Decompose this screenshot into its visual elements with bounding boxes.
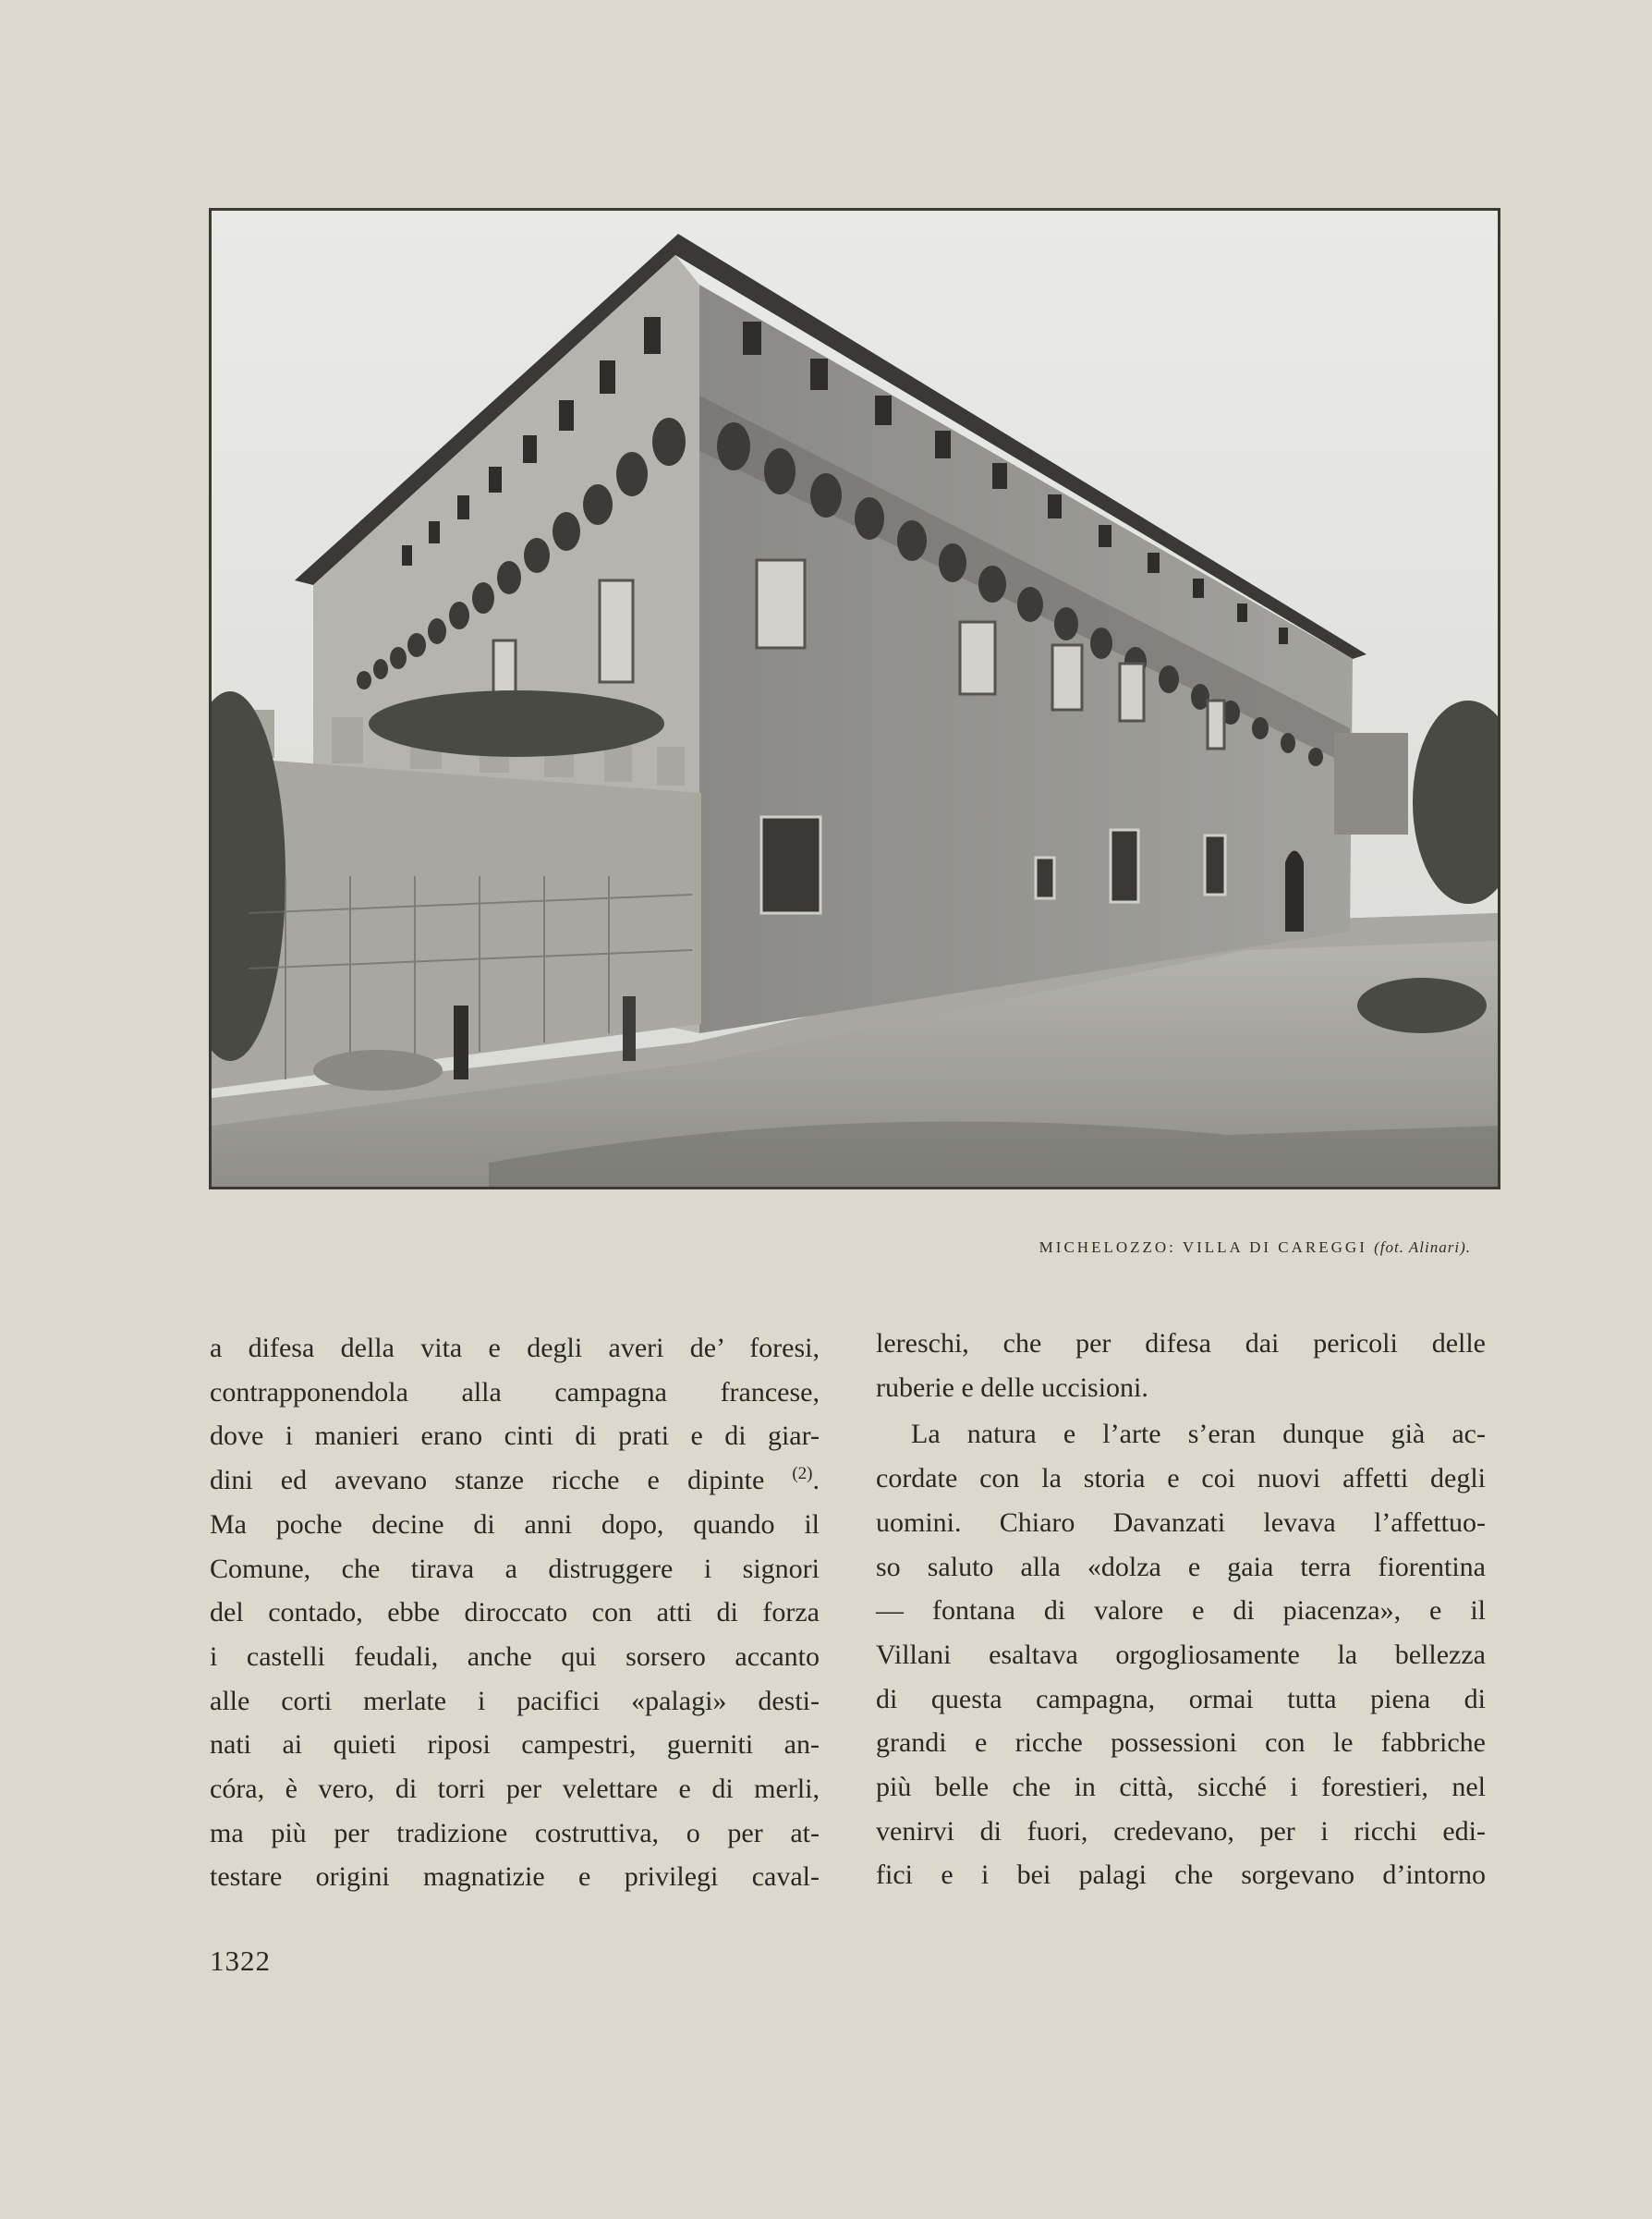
text-line: Ma poche decine di anni dopo, quando il <box>210 1508 820 1540</box>
text-line: — fontana di valore e di piacenza», e il <box>876 1595 1486 1627</box>
text-line: contrapponendola alla campagna francese, <box>210 1376 820 1408</box>
text-line: più belle che in città, sicché i forestieri, nel <box>876 1772 1486 1803</box>
caption-credit: (fot. Alinari). <box>1374 1238 1471 1256</box>
text-line: alle corti merlate i pacifici «palagi» desti- <box>210 1685 820 1716</box>
text-line: córa, è vero, di torri per velettare e di merli, <box>210 1774 820 1805</box>
text-line: cordate con la storia e coi nuovi affetti degli <box>876 1463 1486 1494</box>
text-line: ruberie e delle uccisioni. <box>876 1372 1148 1403</box>
text-line: nati ai quieti riposi campestri, guerniti an- <box>210 1729 820 1761</box>
text-line: ma più per tradizione costruttiva, o per at- <box>210 1817 820 1848</box>
text-line: venirvi di fuori, credevano, per i ricchi edi- <box>876 1815 1486 1847</box>
text-line: fici e i bei palagi che sorgevano d’intorno <box>876 1859 1486 1891</box>
caption-text: MICHELOZZO: VILLA DI CAREGGI <box>1039 1238 1367 1256</box>
text-line: grandi e ricche possessioni con le fabbriche <box>876 1727 1486 1759</box>
text-line: so saluto alla «dolza e gaia terra fiorentina <box>876 1551 1486 1582</box>
text-line-with-footnote: dini ed avevano stanze ricche e dipinte $^{(2)}$. <box>210 1464 820 1496</box>
text-line: Comune, che tirava a distruggere i signori <box>210 1553 820 1584</box>
text-line: dove i manieri erano cinti di prati e di giar- <box>210 1420 820 1452</box>
left-text-column <box>210 1326 820 1899</box>
text-line: a difesa della vita e degli averi de’ foresi, <box>210 1333 820 1363</box>
text-line: Villani esaltava orgogliosamente la bellezza <box>876 1639 1486 1670</box>
text-line: lereschi, che per difesa dai pericoli delle <box>876 1328 1486 1359</box>
right-text-column <box>876 1322 1486 1897</box>
text-line: La natura e l’arte s’eran dunque già ac- <box>911 1419 1486 1450</box>
text-line: di questa campagna, ormai tutta piena di <box>876 1683 1486 1714</box>
text-line: testare origini magnatizie e privilegi caval- <box>210 1861 820 1893</box>
text-line: i castelli feudali, anche qui sorsero accanto <box>210 1640 820 1672</box>
footnote-reference: (2) <box>792 1464 813 1484</box>
text-line: del contado, ebbe diroccato con atti di forza <box>210 1597 820 1628</box>
page-number: 1322 <box>210 1945 271 1977</box>
photo-caption <box>924 1238 1471 1257</box>
photograph-villa-careggi <box>209 208 1500 1189</box>
villa-photo-illustration <box>212 211 1498 1187</box>
text-line: uomini. Chiaro Davanzati levava l’affettuo- <box>876 1506 1486 1538</box>
text-line: dini ed avevano stanze ricche e dipinte <box>210 1465 765 1496</box>
